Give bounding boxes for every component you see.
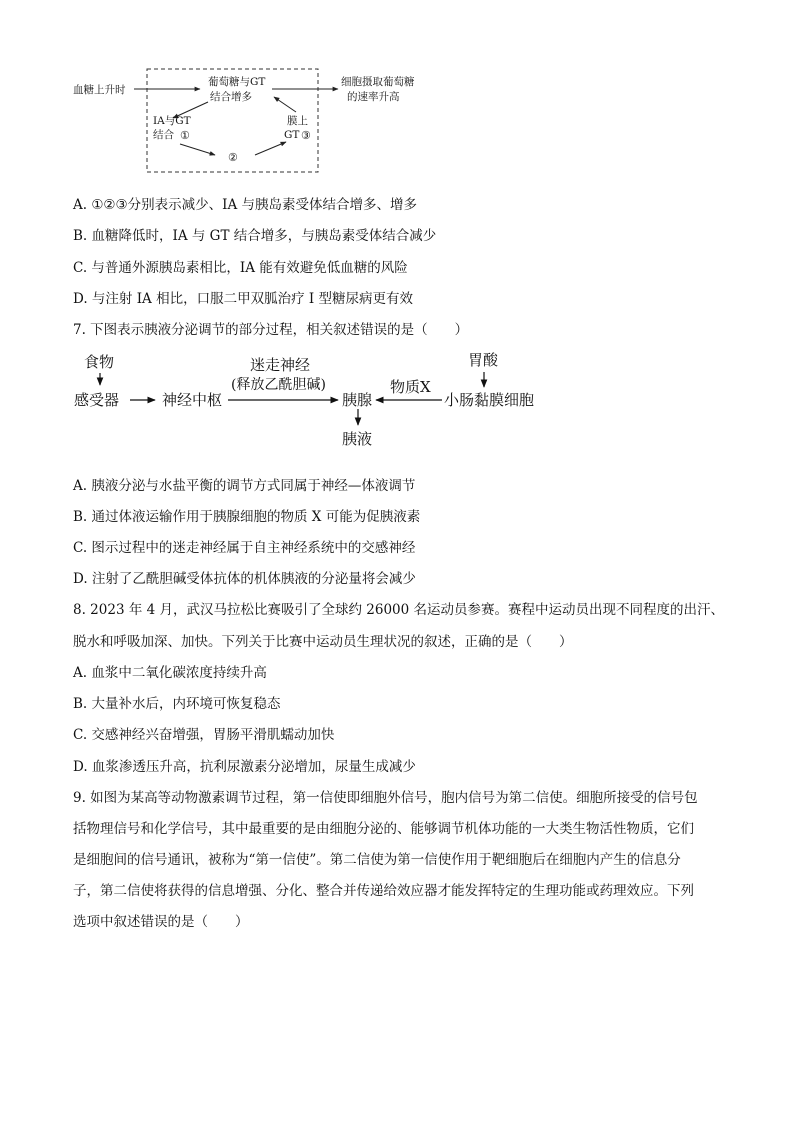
glucose-regulation-diagram xyxy=(60,62,460,182)
q6-option-d: D. 与注射 IA 相比，口服二甲双胍治疗 I 型糖尿病更有效 xyxy=(73,291,414,307)
q7-option-b: B. 通过体液运输作用于胰腺细胞的物质 X 可能为促胰液素 xyxy=(73,509,421,525)
q9-line-5: 选项中叙述错误的是（ ） xyxy=(73,914,249,930)
ia-gt-label-1: IA与GT xyxy=(153,115,191,127)
vagus-nerve-label: 迷走神经 xyxy=(250,356,311,374)
pancreas-label: 胰腺 xyxy=(342,391,373,409)
gastric-acid-label: 胃酸 xyxy=(468,351,499,369)
marker-circle-3: ③ xyxy=(301,129,311,142)
q8-option-c: C. 交感神经兴奋增强，胃肠平滑肌蠕动加快 xyxy=(73,727,335,743)
arrow-right-to-top xyxy=(274,97,296,112)
membrane-gt-label-1: 膜上 xyxy=(287,115,308,127)
nerve-center-label: 神经中枢 xyxy=(162,391,223,409)
q7-option-a: A. 胰液分泌与水盐平衡的调节方式同属于神经—体液调节 xyxy=(73,478,416,494)
glucose-gt-label-1: 葡萄糖与GT xyxy=(208,76,266,88)
arrow-bottom-to-right xyxy=(255,142,286,155)
q9-line-1: 9. 如图为某高等动物激素调节过程，第一信使即细胞外信号，胞内信号为第二信使。细胞所接受的信号包 xyxy=(73,790,698,806)
pancreatic-secretion-diagram xyxy=(60,345,560,455)
q8-stem-line-2: 脱水和呼吸加深、加快。下列关于比赛中运动员生理状况的叙述，正确的是（ ） xyxy=(73,634,573,650)
q8-option-b: B. 大量补水后，内环境可恢复稳态 xyxy=(73,696,281,712)
q9-line-3: 是细胞间的信号通讯，被称为“第一信使”。第二信使为第一信使作用于靶细胞后在细胞内产生的信息分 xyxy=(73,852,681,868)
q8-option-a: A. 血浆中二氧化碳浓度持续升高 xyxy=(73,665,267,681)
glucose-gt-label-2: 结合增多 xyxy=(210,91,252,103)
q8-option-d: D. 血浆渗透压升高，抗利尿激素分泌增加，尿量生成减少 xyxy=(73,759,416,775)
membrane-gt-label-2: GT xyxy=(284,129,300,141)
q6-option-a: A. ①②③分别表示减少、IA 与胰岛素受体结合增多、增多 xyxy=(73,197,418,213)
acetylcholine-note: (释放乙酰胆碱) xyxy=(231,377,326,393)
uptake-rate-label-2: 的速率升高 xyxy=(347,91,400,103)
ia-gt-label-2: 结合 xyxy=(153,129,174,141)
q6-option-c: C. 与普通外源胰岛素相比，IA 能有效避免低血糖的风险 xyxy=(73,260,408,276)
receptor-label: 感受器 xyxy=(74,391,120,409)
marker-circle-1: ① xyxy=(180,129,190,142)
pancreatic-juice-label: 胰液 xyxy=(342,430,373,448)
q7-stem: 7. 下图表示胰液分泌调节的部分过程，相关叙述错误的是（ ） xyxy=(73,322,469,338)
q7-option-c: C. 图示过程中的迷走神经属于自主神经系统中的交感神经 xyxy=(73,540,416,556)
q9-line-2: 括物理信号和化学信号，其中最重要的是由细胞分泌的、能够调节机体功能的一大类生物活性物质，它们 xyxy=(73,821,694,837)
substance-x-label: 物质X xyxy=(390,378,431,396)
arrow-left-to-bottom xyxy=(180,144,215,155)
blood-sugar-rise-label: 血糖上升时 xyxy=(73,84,126,96)
marker-circle-2: ② xyxy=(228,151,238,164)
q8-stem-line-1: 8. 2023 年 4 月，武汉马拉松比赛吸引了全球约 26000 名运动员参赛。赛程中运动员出现不同程度的出汗、 xyxy=(73,602,725,618)
intestinal-mucosa-label: 小肠黏膜细胞 xyxy=(444,391,535,409)
q7-option-d: D. 注射了乙酰胆碱受体抗体的机体胰液的分泌量将会减少 xyxy=(73,571,416,587)
q6-option-b: B. 血糖降低时，IA 与 GT 结合增多，与胰岛素受体结合减少 xyxy=(73,228,437,244)
q9-line-4: 子，第二信使将获得的信息增强、分化、整合并传递给效应器才能发挥特定的生理功能或药理效应。下列 xyxy=(73,883,694,899)
food-label: 食物 xyxy=(84,353,115,371)
uptake-rate-label-1: 细胞摄取葡萄糖 xyxy=(341,76,415,88)
